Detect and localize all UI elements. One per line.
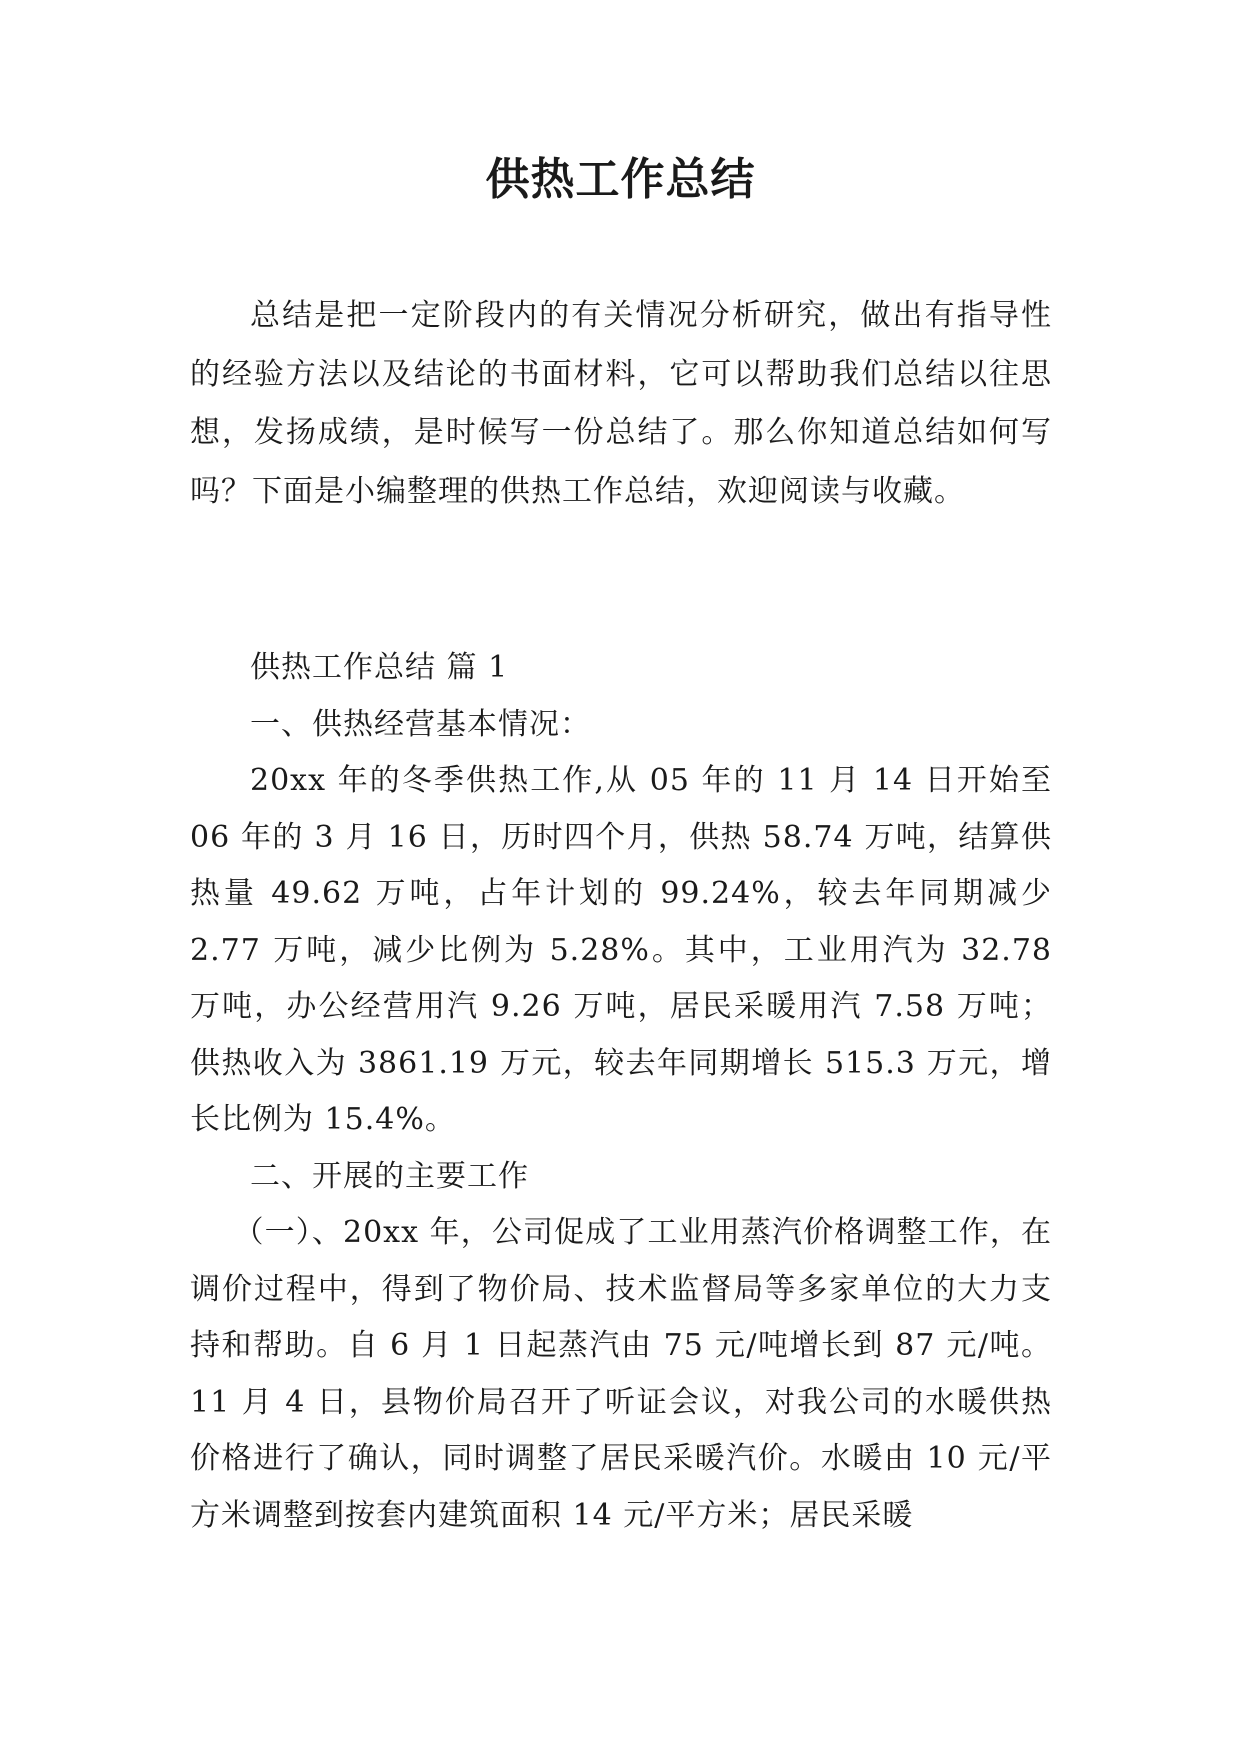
article-heading: 供热工作总结 篇 1	[250, 650, 509, 685]
article-content	[190, 640, 1052, 1544]
document-title: 供热工作总结	[485, 154, 756, 205]
section-1-paragraph: 20xx 年的冬季供热工作,从 05 年的 11 月 14 日开始至 06 年的 3 月 16 日，历时四个月，供热 58.74 万吨，结算供热量 49.62 万吨，占年计划的 99.24%，较去年同期减少 2.77 万吨，减少比例为 5.28%。其中，工业用汽为 32.78 万吨，办公经营用汽 9.26 万吨，居民采暖用汽 7.58 万吨；供热收入为 3861.19 万元，较去年同期增长 515.3 万元，增长比例为 15.4%。	[190, 763, 1052, 1137]
section-2-item-1: （一）、20xx 年，公司促成了工业用蒸汽价格调整工作，在调价过程中，得到了物价局、技术监督局等多家单位的大力支持和帮助。自 6 月 1 日起蒸汽由 75 元/吨增长到 87 元/吨。11 月 4 日，县物价局召开了听证会议，对我公司的水暖供热价格进行了确认，同时调整了居民采暖汽价。水暖由 10 元/平方米调整到按套内建筑面积 14 元/平方米；居民采暖	[190, 1215, 1052, 1533]
section-1-heading: 一、供热经营基本情况：	[250, 706, 591, 742]
intro-paragraph: 总结是把一定阶段内的有关情况分析研究，做出有指导性的经验方法以及结论的书面材料，它可以帮助我们总结以往思想，发扬成绩，是时候写一份总结了。那么你知道总结如何写吗？下面是小编整理的供热工作总结，欢迎阅读与收藏。	[190, 298, 1052, 509]
intro-block	[190, 287, 1052, 521]
section-2-heading: 二、开展的主要工作	[250, 1158, 529, 1194]
